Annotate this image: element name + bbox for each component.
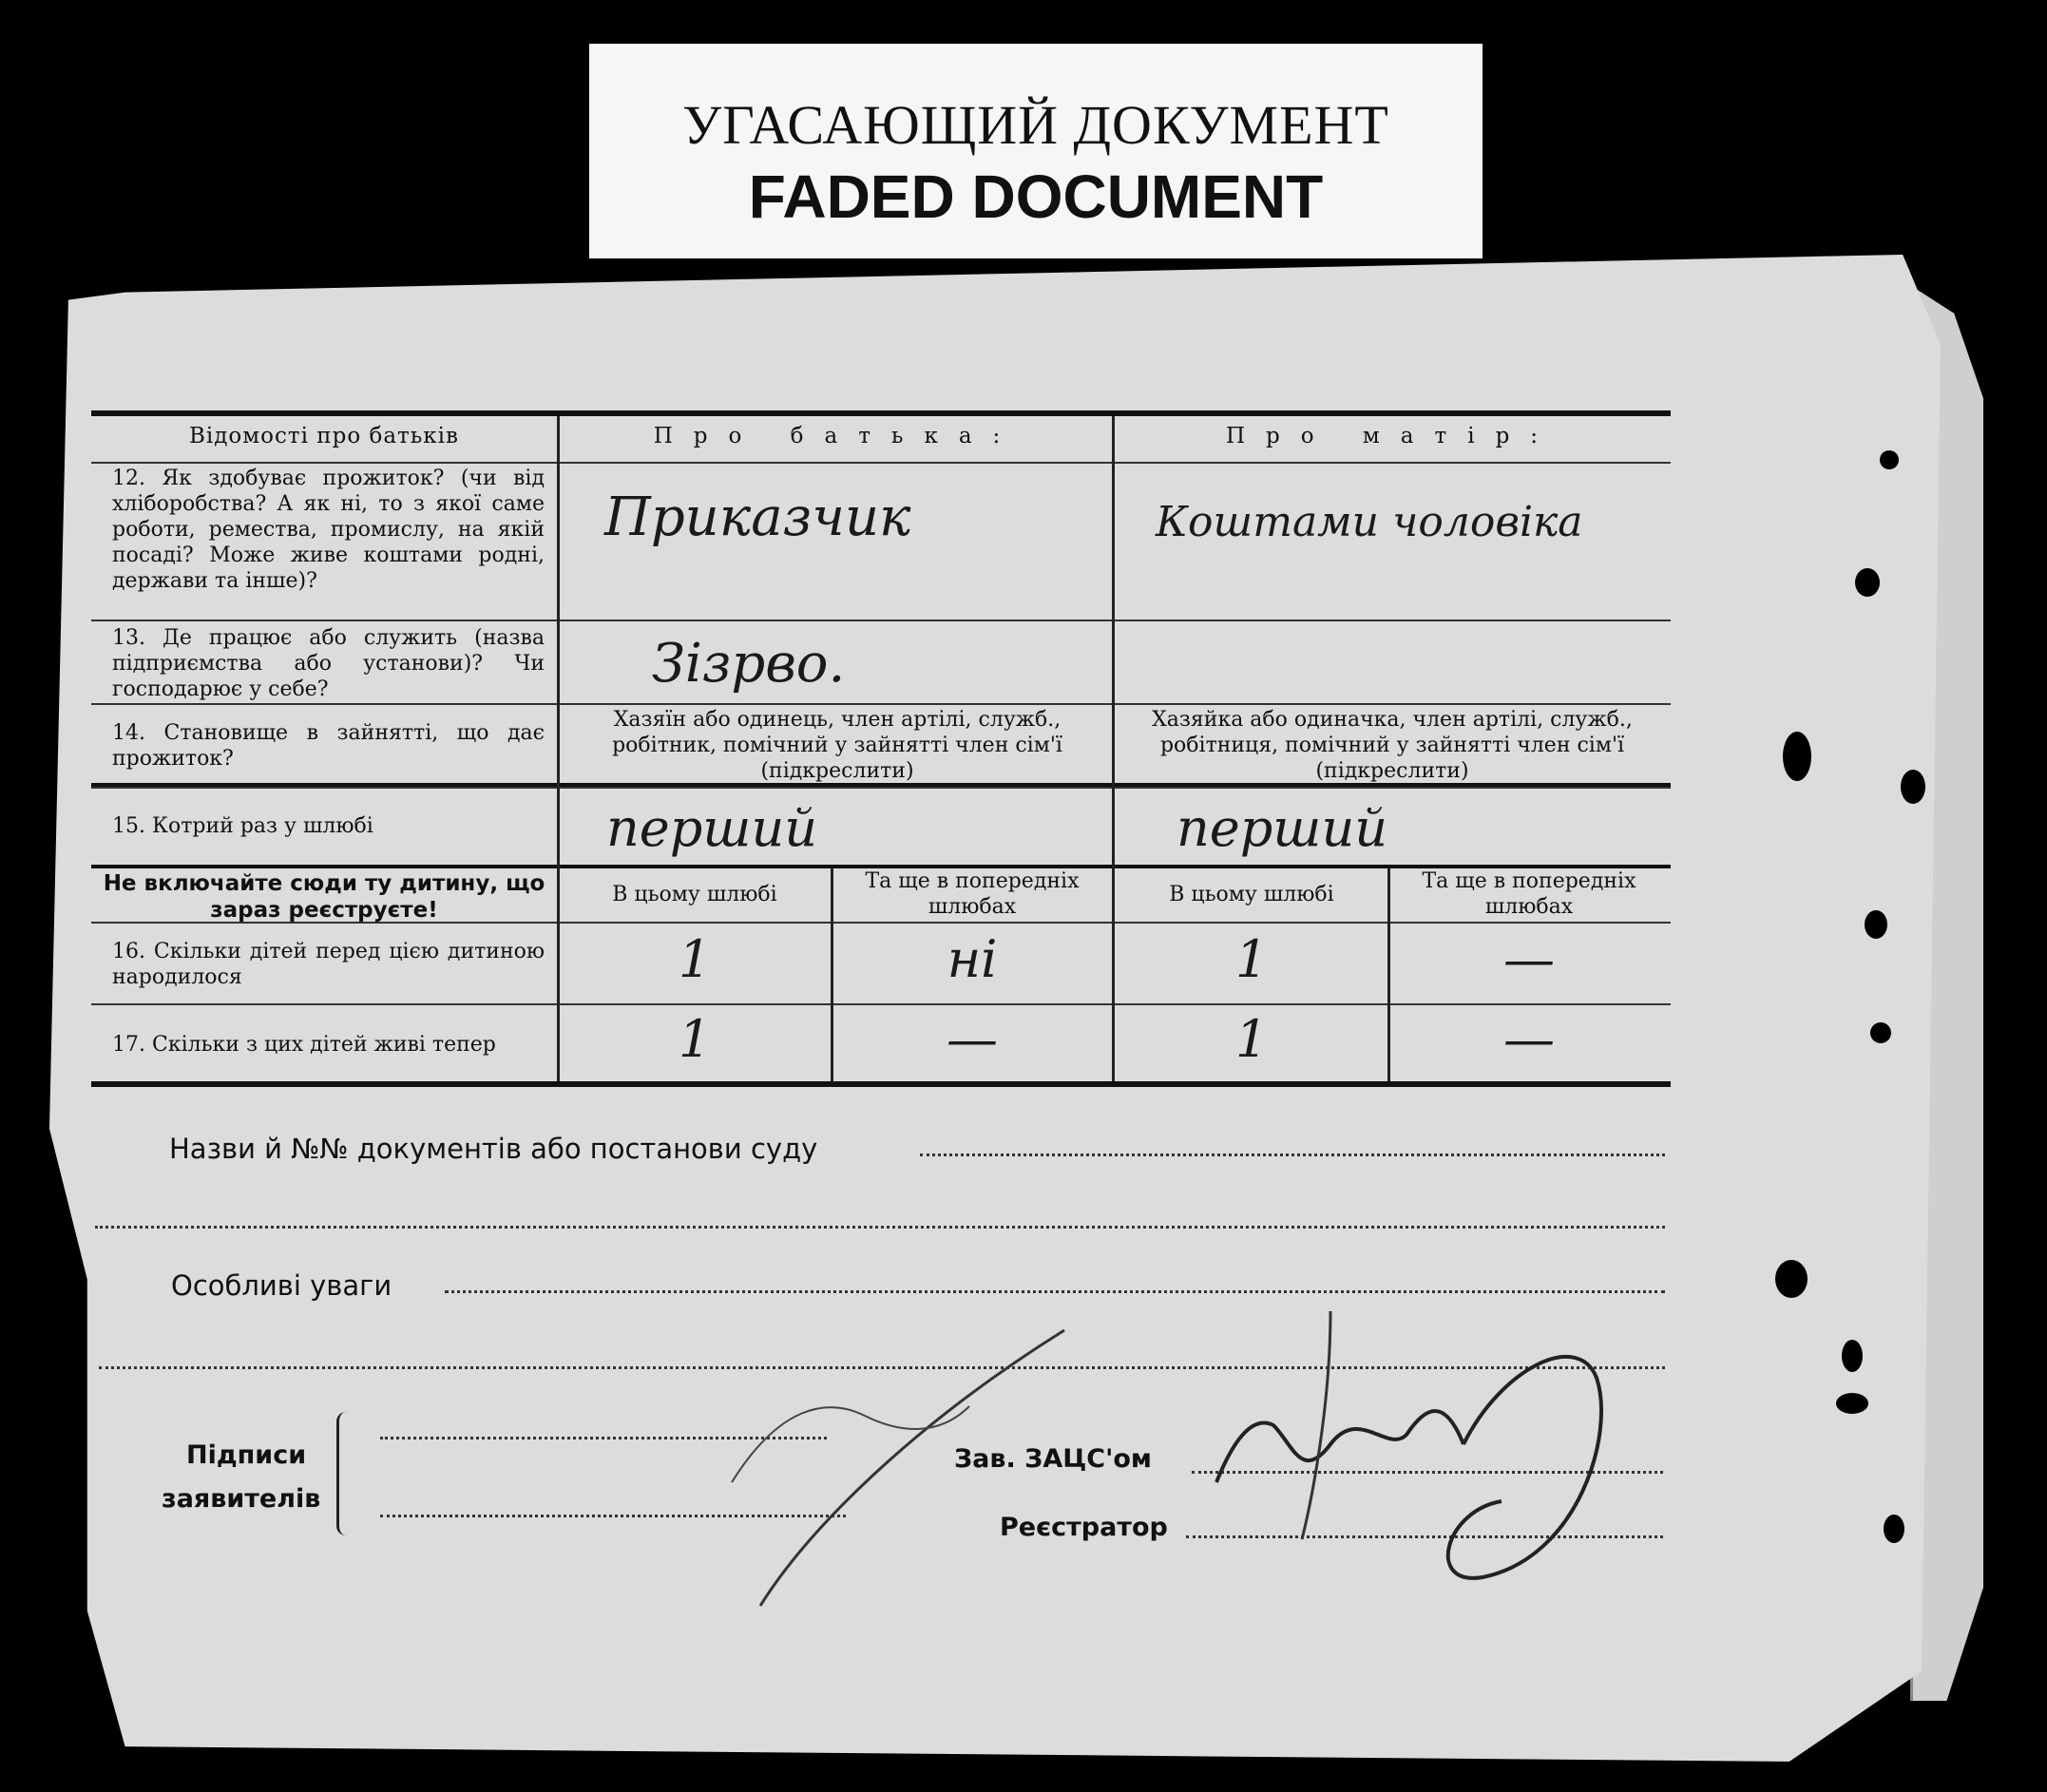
options-14-father: Хазяїн або одинець, член артілі, служб., робітник, помічний у зайнятті член сім'ї (підкреслити)	[612, 708, 1062, 783]
row-divider	[91, 787, 1671, 789]
punch-hole	[1884, 1515, 1904, 1543]
punch-hole	[1783, 732, 1811, 781]
question-13: 13. Де працює або служить (назва підприємства або установи)? Чи господарює у себе?	[112, 626, 545, 701]
answer-13-father: Зізрво.	[652, 633, 846, 695]
subheader-father-this-marriage: В цьому шлюбі	[612, 883, 777, 906]
table-bottom-rule	[91, 1081, 1671, 1087]
registrar-label: Реєстратор	[1000, 1513, 1168, 1542]
subheader-mother-this-marriage: В цьому шлюбі	[1169, 883, 1334, 906]
answer-15-father: перший	[606, 798, 818, 858]
answer-16-father-this: 1	[678, 929, 712, 989]
answer-17-father-previous: —	[947, 1009, 998, 1069]
special-notes-label: Особливі уваги	[171, 1269, 392, 1302]
row-divider	[91, 703, 1671, 705]
question-15: 15. Котрий раз у шлюбі	[112, 814, 373, 838]
punch-hole	[1836, 1393, 1868, 1414]
column-divider	[1112, 416, 1115, 1081]
documents-line-2	[95, 1226, 1665, 1229]
answer-15-mother: перший	[1177, 798, 1388, 858]
answer-17-mother-previous: —	[1503, 1009, 1555, 1069]
faded-document-label	[589, 44, 1483, 258]
row-divider	[91, 462, 1671, 464]
signatures-label: Підписи	[186, 1440, 307, 1470]
header-parents-info: Відомості про батьків	[189, 424, 459, 448]
answer-12-mother: Коштами чоловіка	[1156, 498, 1583, 546]
documents-line	[920, 1153, 1665, 1156]
row-divider	[91, 620, 1671, 621]
signatures-bracket	[336, 1412, 353, 1535]
subheader-father-previous-marriages: Та ще в попередніх шлюбах	[865, 869, 1080, 919]
punch-hole	[1855, 568, 1880, 597]
column-divider	[557, 416, 560, 1081]
punch-hole	[1865, 910, 1887, 939]
row-divider	[91, 1003, 1671, 1005]
table-top-rule	[91, 410, 1671, 416]
question-16: 16. Скільки дітей перед цією дитиною народилося	[112, 940, 545, 989]
punch-hole	[1870, 1022, 1891, 1043]
answer-16-father-previous: ні	[947, 929, 998, 989]
punch-hole	[1775, 1260, 1808, 1298]
subheader-mother-previous-marriages: Та ще в попередніх шлюбах	[1422, 869, 1636, 919]
answer-16-mother-this: 1	[1234, 929, 1269, 989]
exclusion-note: Не включайте сюди ту дитину, що зараз реєструєте!	[103, 871, 545, 923]
answer-17-father-this: 1	[678, 1009, 712, 1069]
punch-hole	[1880, 450, 1899, 469]
answer-17-mother-this: 1	[1234, 1009, 1269, 1069]
header-mother: Про матір:	[1225, 424, 1559, 448]
label-english: FADED DOCUMENT	[748, 162, 1324, 231]
question-14: 14. Становище в зайнятті, що дає прожиток?	[112, 721, 545, 771]
punch-hole	[1842, 1340, 1863, 1372]
question-17: 17. Скільки з цих дітей живі тепер	[112, 1033, 496, 1057]
registry-head-label: Зав. ЗАЦС'ом	[954, 1444, 1152, 1474]
answer-16-mother-previous: —	[1503, 929, 1555, 989]
signatures-label-2: заявителів	[162, 1484, 321, 1514]
column-divider	[1387, 868, 1390, 1081]
column-divider	[831, 868, 833, 1081]
answer-12-father: Приказчик	[604, 486, 911, 548]
header-father: Про батька:	[653, 424, 1022, 448]
handwritten-signatures	[722, 1292, 1635, 1634]
punch-hole	[1901, 770, 1925, 804]
documents-label: Назви й №№ документів або постанови суду	[169, 1133, 818, 1165]
options-14-mother: Хазяйка або одиначка, член артілі, служб., робітниця, помічний у зайнятті член сім'ї (підкреслити)	[1152, 708, 1633, 783]
question-12: 12. Як здобуває прожиток? (чи від хліборобства? А як ні, то з якої саме роботи, ремества, промислу, на якій посаді? Може живе коштами родні, держави та інше)?	[112, 467, 545, 593]
label-russian: УГАСАЮЩИЙ ДОКУМЕНТ	[682, 94, 1389, 156]
